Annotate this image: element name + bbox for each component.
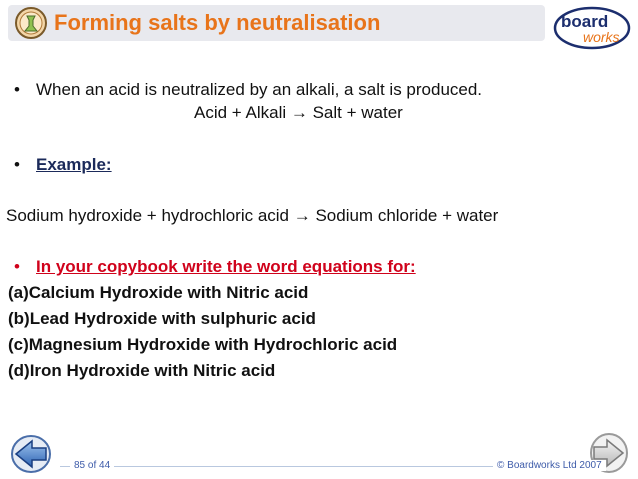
example-line bbox=[14, 155, 112, 175]
intro-text: When an acid is neutralized by an alkali, a salt is produced. bbox=[36, 80, 483, 99]
lab-icon bbox=[14, 6, 48, 40]
example-equation: Sodium hydroxide + hydrochloric acid → Sodium chloride + water bbox=[6, 206, 499, 225]
intro-line bbox=[14, 80, 482, 100]
list-item: (a)Calcium Hydroxide with Nitric acid bbox=[8, 283, 309, 302]
task-label: In your copybook write the word equations for: bbox=[36, 257, 416, 276]
word-equation: Acid + Alkali → Salt + water bbox=[194, 103, 403, 122]
bullet: • bbox=[14, 257, 20, 276]
logo-text-board: board bbox=[561, 12, 609, 31]
list-item: (c)Magnesium Hydroxide with Hydrochloric acid bbox=[8, 335, 398, 354]
list-item: (d)Iron Hydroxide with Nitric acid bbox=[8, 361, 276, 380]
back-arrow-button[interactable] bbox=[10, 434, 52, 474]
bullet: • bbox=[14, 80, 20, 99]
task-line bbox=[14, 257, 416, 277]
copyright: © Boardworks Ltd 2007 bbox=[493, 460, 606, 471]
boardworks-logo bbox=[553, 6, 631, 50]
logo-text-works: works bbox=[583, 29, 620, 45]
bullet: • bbox=[14, 155, 20, 174]
page-title: Forming salts by neutralisation bbox=[54, 10, 381, 35]
example-label: Example: bbox=[36, 155, 112, 174]
page-number: 85 of 44 bbox=[70, 460, 114, 471]
list-item: (b)Lead Hydroxide with sulphuric acid bbox=[8, 309, 316, 328]
